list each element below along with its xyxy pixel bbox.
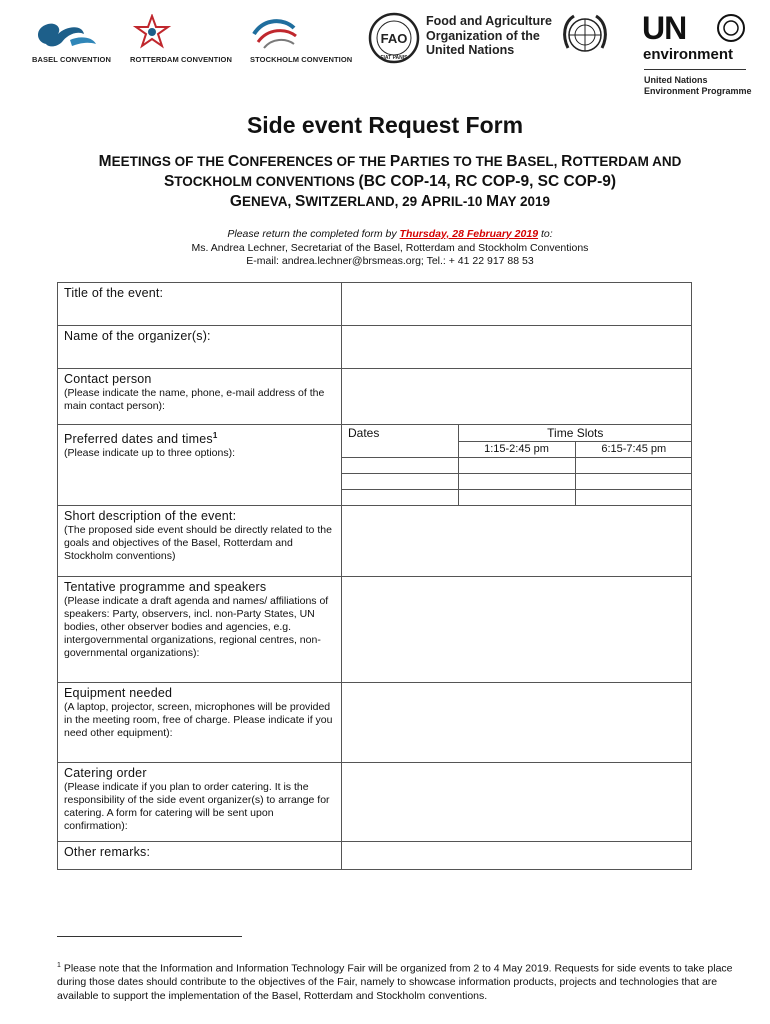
equipment-input-cell[interactable] [342, 683, 692, 763]
fao-name-line3: United Nations [426, 43, 515, 57]
date-option-row [342, 474, 692, 490]
stockholm-convention-logo [250, 14, 352, 64]
un-emblem-logo [560, 10, 610, 65]
fao-name-line1: Food and Agriculture [426, 14, 552, 28]
title-label: Title of the event: [64, 286, 164, 300]
slot-1-option-cell[interactable] [458, 458, 575, 474]
footnote [57, 959, 753, 1003]
description-label: Short description of the event: [64, 509, 237, 523]
fao-seal-icon [368, 12, 420, 64]
form-row-programme [58, 577, 692, 683]
un-environment-emblem-icon [715, 12, 747, 44]
catering-label: Catering order [64, 766, 147, 780]
slot-2-header: 6:15-7:45 pm [575, 442, 692, 458]
equipment-label-cell [58, 683, 342, 763]
slots-header-row [342, 425, 692, 442]
return-contact-line: Ms. Andrea Lechner, Secretariat of the Basel, Rotterdam and Stockholm Conventions [191, 241, 589, 254]
svg-text:FIAT PANIS: FIAT PANIS [380, 55, 408, 61]
dates-slots-cell [342, 425, 692, 506]
stockholm-waves-icon [250, 14, 350, 50]
time-slots-table [342, 425, 692, 505]
fao-name [426, 14, 552, 58]
dates-column-header: Dates [342, 425, 458, 458]
footnote-text: Please note that the Information and Information Technology Fair will be organized from 2 to 4 May 2019. Requests for side events to take place during those dates should contribute to the objectives of the Fair, namely to showcase information products, projects and technologies that are available to support the implementation of the Basel, Rotterdam and Stockholm conventions. [57, 962, 733, 1002]
form-row-contact [58, 369, 692, 425]
slot-2-option-cell[interactable] [575, 490, 692, 506]
remarks-label: Other remarks: [64, 845, 151, 859]
description-input-cell[interactable] [342, 506, 692, 577]
stockholm-caption: STOCKHOLM CONVENTION [250, 55, 353, 64]
rotterdam-star-icon [130, 14, 230, 50]
contact-label-cell [58, 369, 342, 425]
basel-convention-logo [26, 14, 116, 64]
request-form-table [57, 282, 692, 870]
un-environment-word: environment [643, 46, 734, 63]
description-hint: (The proposed side event should be directly related to the goals and objectives of the Basel, Rotterdam and Stockholm conventions) [64, 524, 332, 562]
form-row-organizer [58, 326, 692, 369]
footnote-divider [57, 936, 242, 937]
equipment-hint: (A laptop, projector, screen, microphones will be provided in the meeting room, free of charge. Please indicate if you need other equipment): [64, 701, 333, 739]
date-option-cell[interactable] [342, 458, 458, 474]
form-row-title [58, 283, 692, 326]
contact-hint: (Please indicate the name, phone, e-mail address of the main contact person): [64, 387, 325, 412]
return-email-line: E-mail: andrea.lechner@brsmeas.org; Tel.: + 41 22 917 88 53 [246, 255, 534, 267]
deadline-date: Thursday, 28 February 2019 [399, 228, 539, 240]
dates-label-cell [58, 425, 342, 506]
rotterdam-convention-logo [130, 14, 232, 64]
slot-1-option-cell[interactable] [458, 490, 575, 506]
form-row-dates [58, 425, 692, 506]
catering-input-cell[interactable] [342, 763, 692, 842]
basel-emblem-icon [26, 14, 116, 50]
contact-label: Contact person [64, 372, 152, 386]
meeting-line-3: GENEVA, SWITZERLAND, 29 APRIL-10 MAY 2019 [229, 193, 551, 210]
title-label-cell [58, 283, 342, 326]
basel-caption: BASEL CONVENTION [32, 55, 111, 64]
catering-label-cell [58, 763, 342, 842]
programme-label-cell [58, 577, 342, 683]
form-row-remarks [58, 842, 692, 870]
svg-text:FAO: FAO [380, 31, 408, 46]
date-option-cell[interactable] [342, 474, 458, 490]
date-option-row [342, 490, 692, 506]
un-environment-divider [644, 69, 746, 70]
return-instructions [40, 228, 740, 269]
title-input-cell[interactable] [342, 283, 692, 326]
meeting-line-2: STOCKHOLM CONVENTIONS (BC COP-14, RC COP-9, SC COP-9) [163, 173, 617, 190]
un-environment-sub-line2: Environment Programme [644, 85, 752, 96]
form-row-catering [58, 763, 692, 842]
date-option-row [342, 458, 692, 474]
page-title: Side event Request Form [246, 112, 524, 138]
form-row-equipment [58, 683, 692, 763]
slot-1-header: 1:15-2:45 pm [458, 442, 575, 458]
time-slots-header: Time Slots [458, 425, 692, 442]
slot-2-option-cell[interactable] [575, 474, 692, 490]
remarks-input-cell[interactable] [342, 842, 692, 870]
programme-label: Tentative programme and speakers [64, 580, 267, 594]
slot-2-option-cell[interactable] [575, 458, 692, 474]
un-environment-un: UN [642, 10, 687, 46]
organizer-label-cell [58, 326, 342, 369]
organizer-label: Name of the organizer(s): [64, 329, 211, 343]
dates-hint: (Please indicate up to three options): [64, 447, 236, 460]
meeting-line-1: MEETINGS OF THE CONFERENCES OF THE PARTIES TO THE BASEL, ROTTERDAM AND [98, 153, 682, 170]
logo-row [0, 0, 770, 100]
dates-footnote-marker: 1 [212, 431, 218, 440]
contact-input-cell[interactable] [342, 369, 692, 425]
return-deadline-line: Please return the completed form by Thursday, 28 February 2019 to: [227, 228, 553, 240]
footnote-marker: 1 [57, 962, 61, 969]
remarks-label-cell [58, 842, 342, 870]
equipment-label: Equipment needed [64, 686, 173, 700]
un-globe-icon [560, 10, 610, 60]
slot-1-option-cell[interactable] [458, 474, 575, 490]
un-environment-sub-line1: United Nations [644, 75, 708, 85]
programme-hint: (Please indicate a draft agenda and names/ affiliations of speakers: Party, observers, incl. non-Party States, UN bodies, other observer bodies and agencies, e.g. intergovernmental organizations, regional centres, non-governmental organizations): [64, 595, 329, 659]
form-row-description [58, 506, 692, 577]
organizer-input-cell[interactable] [342, 326, 692, 369]
date-option-cell[interactable] [342, 490, 458, 506]
dates-label: Preferred dates and times$^1$ [64, 431, 218, 447]
meeting-header [60, 152, 720, 212]
catering-hint: (Please indicate if you plan to order catering. It is the responsibility of the side event organizer(s) to arrange for catering. A form for catering will be sent upon confirmation): [64, 781, 330, 832]
description-label-cell [58, 506, 342, 577]
rotterdam-caption: ROTTERDAM CONVENTION [130, 55, 232, 64]
un-environment-subtitle [644, 75, 752, 96]
programme-input-cell[interactable] [342, 577, 692, 683]
fao-logo [368, 12, 420, 69]
fao-name-line2: Organization of the [426, 28, 540, 43]
